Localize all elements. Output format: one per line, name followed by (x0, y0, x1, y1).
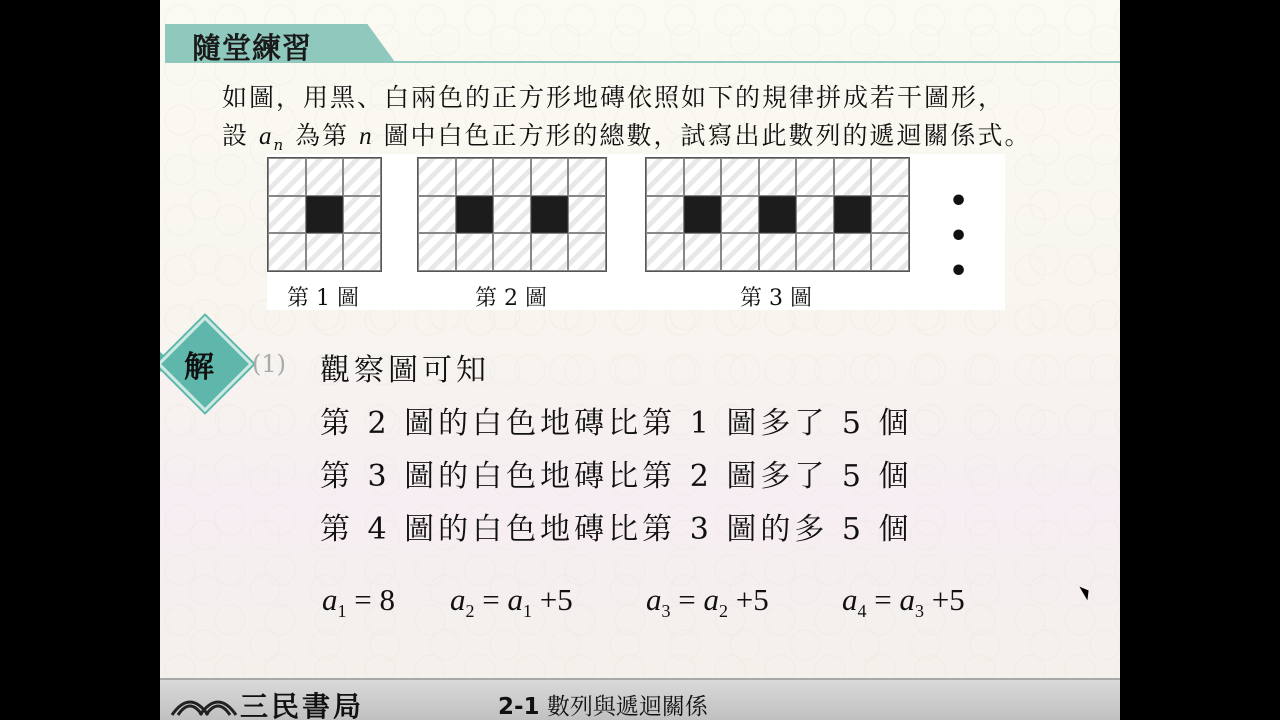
white-tile (646, 196, 684, 234)
white-tile (343, 158, 381, 196)
solution-badge-label: 解 (184, 350, 214, 385)
page-title: 隨堂練習 (192, 31, 313, 65)
tile-grid-2 (417, 157, 607, 272)
black-tile (306, 196, 344, 234)
section-title: 2-1 數列與遞迴關係 (498, 694, 708, 720)
black-tile (759, 196, 797, 234)
publisher-logo-icon (170, 687, 240, 717)
formula-3: $a_3 = a_2 +5$ (646, 582, 769, 622)
figure-label-3: 第 3 圖 (740, 286, 812, 311)
formula-4: $a_4 = a_3 +5$ (842, 582, 965, 622)
black-tile (834, 196, 872, 234)
white-tile (684, 158, 722, 196)
white-tile (759, 158, 797, 196)
white-tile (834, 233, 872, 271)
white-tile (306, 233, 344, 271)
figure-label-1: 第 1 圖 (287, 286, 359, 311)
ellipsis: • • • (949, 184, 975, 289)
white-tile (268, 158, 306, 196)
white-tile (418, 233, 456, 271)
white-tile (796, 158, 834, 196)
tile-figures (267, 154, 1005, 310)
white-tile (646, 158, 684, 196)
white-tile (343, 233, 381, 271)
problem-line-2: 設 $a_n$ 為第 n 圖中白色正方形的總數，試寫出此數列的遞迴關係式。 (222, 121, 1032, 154)
black-tile (531, 196, 569, 234)
white-tile (796, 196, 834, 234)
problem-line-1: 如圖，用黑、白兩色的正方形地磚依照如下的規律拼成若干圖形， (222, 83, 1006, 112)
white-tile (456, 158, 494, 196)
tile-grid-3 (645, 157, 910, 272)
white-tile (568, 196, 606, 234)
solution-line-1: 觀察圖可知 (320, 353, 490, 388)
publisher-name: 三民書局 (240, 690, 365, 720)
white-tile (493, 233, 531, 271)
var-a: a (258, 123, 274, 150)
white-tile (721, 196, 759, 234)
white-tile (268, 233, 306, 271)
white-tile (343, 196, 381, 234)
footer-bar (160, 678, 1120, 720)
white-tile (418, 196, 456, 234)
white-tile (759, 233, 797, 271)
white-tile (306, 158, 344, 196)
white-tile (871, 158, 909, 196)
formula-1: $a_1 = 8$ (322, 582, 395, 622)
white-tile (493, 196, 531, 234)
solution-line-2: 第 2 圖的白色地磚比第 1 圖多了 5 個 (320, 406, 913, 441)
white-tile (646, 233, 684, 271)
white-tile (568, 233, 606, 271)
white-tile (493, 158, 531, 196)
step-number: (1) (252, 350, 286, 378)
white-tile (418, 158, 456, 196)
figure-label-2: 第 2 圖 (475, 286, 547, 311)
white-tile (684, 233, 722, 271)
white-tile (568, 158, 606, 196)
tile-grid-1 (267, 157, 382, 272)
white-tile (796, 233, 834, 271)
white-tile (871, 196, 909, 234)
black-tile (456, 196, 494, 234)
black-tile (684, 196, 722, 234)
white-tile (871, 233, 909, 271)
slide (160, 0, 1120, 720)
white-tile (456, 233, 494, 271)
white-tile (531, 233, 569, 271)
solution-line-3: 第 3 圖的白色地磚比第 2 圖多了 5 個 (320, 459, 913, 494)
formula-2: $a_2 = a_1 +5$ (450, 582, 573, 622)
white-tile (268, 196, 306, 234)
white-tile (531, 158, 569, 196)
solution-line-4: 第 4 圖的白色地磚比第 3 圖的多 5 個 (320, 512, 913, 547)
white-tile (721, 158, 759, 196)
white-tile (834, 158, 872, 196)
white-tile (721, 233, 759, 271)
